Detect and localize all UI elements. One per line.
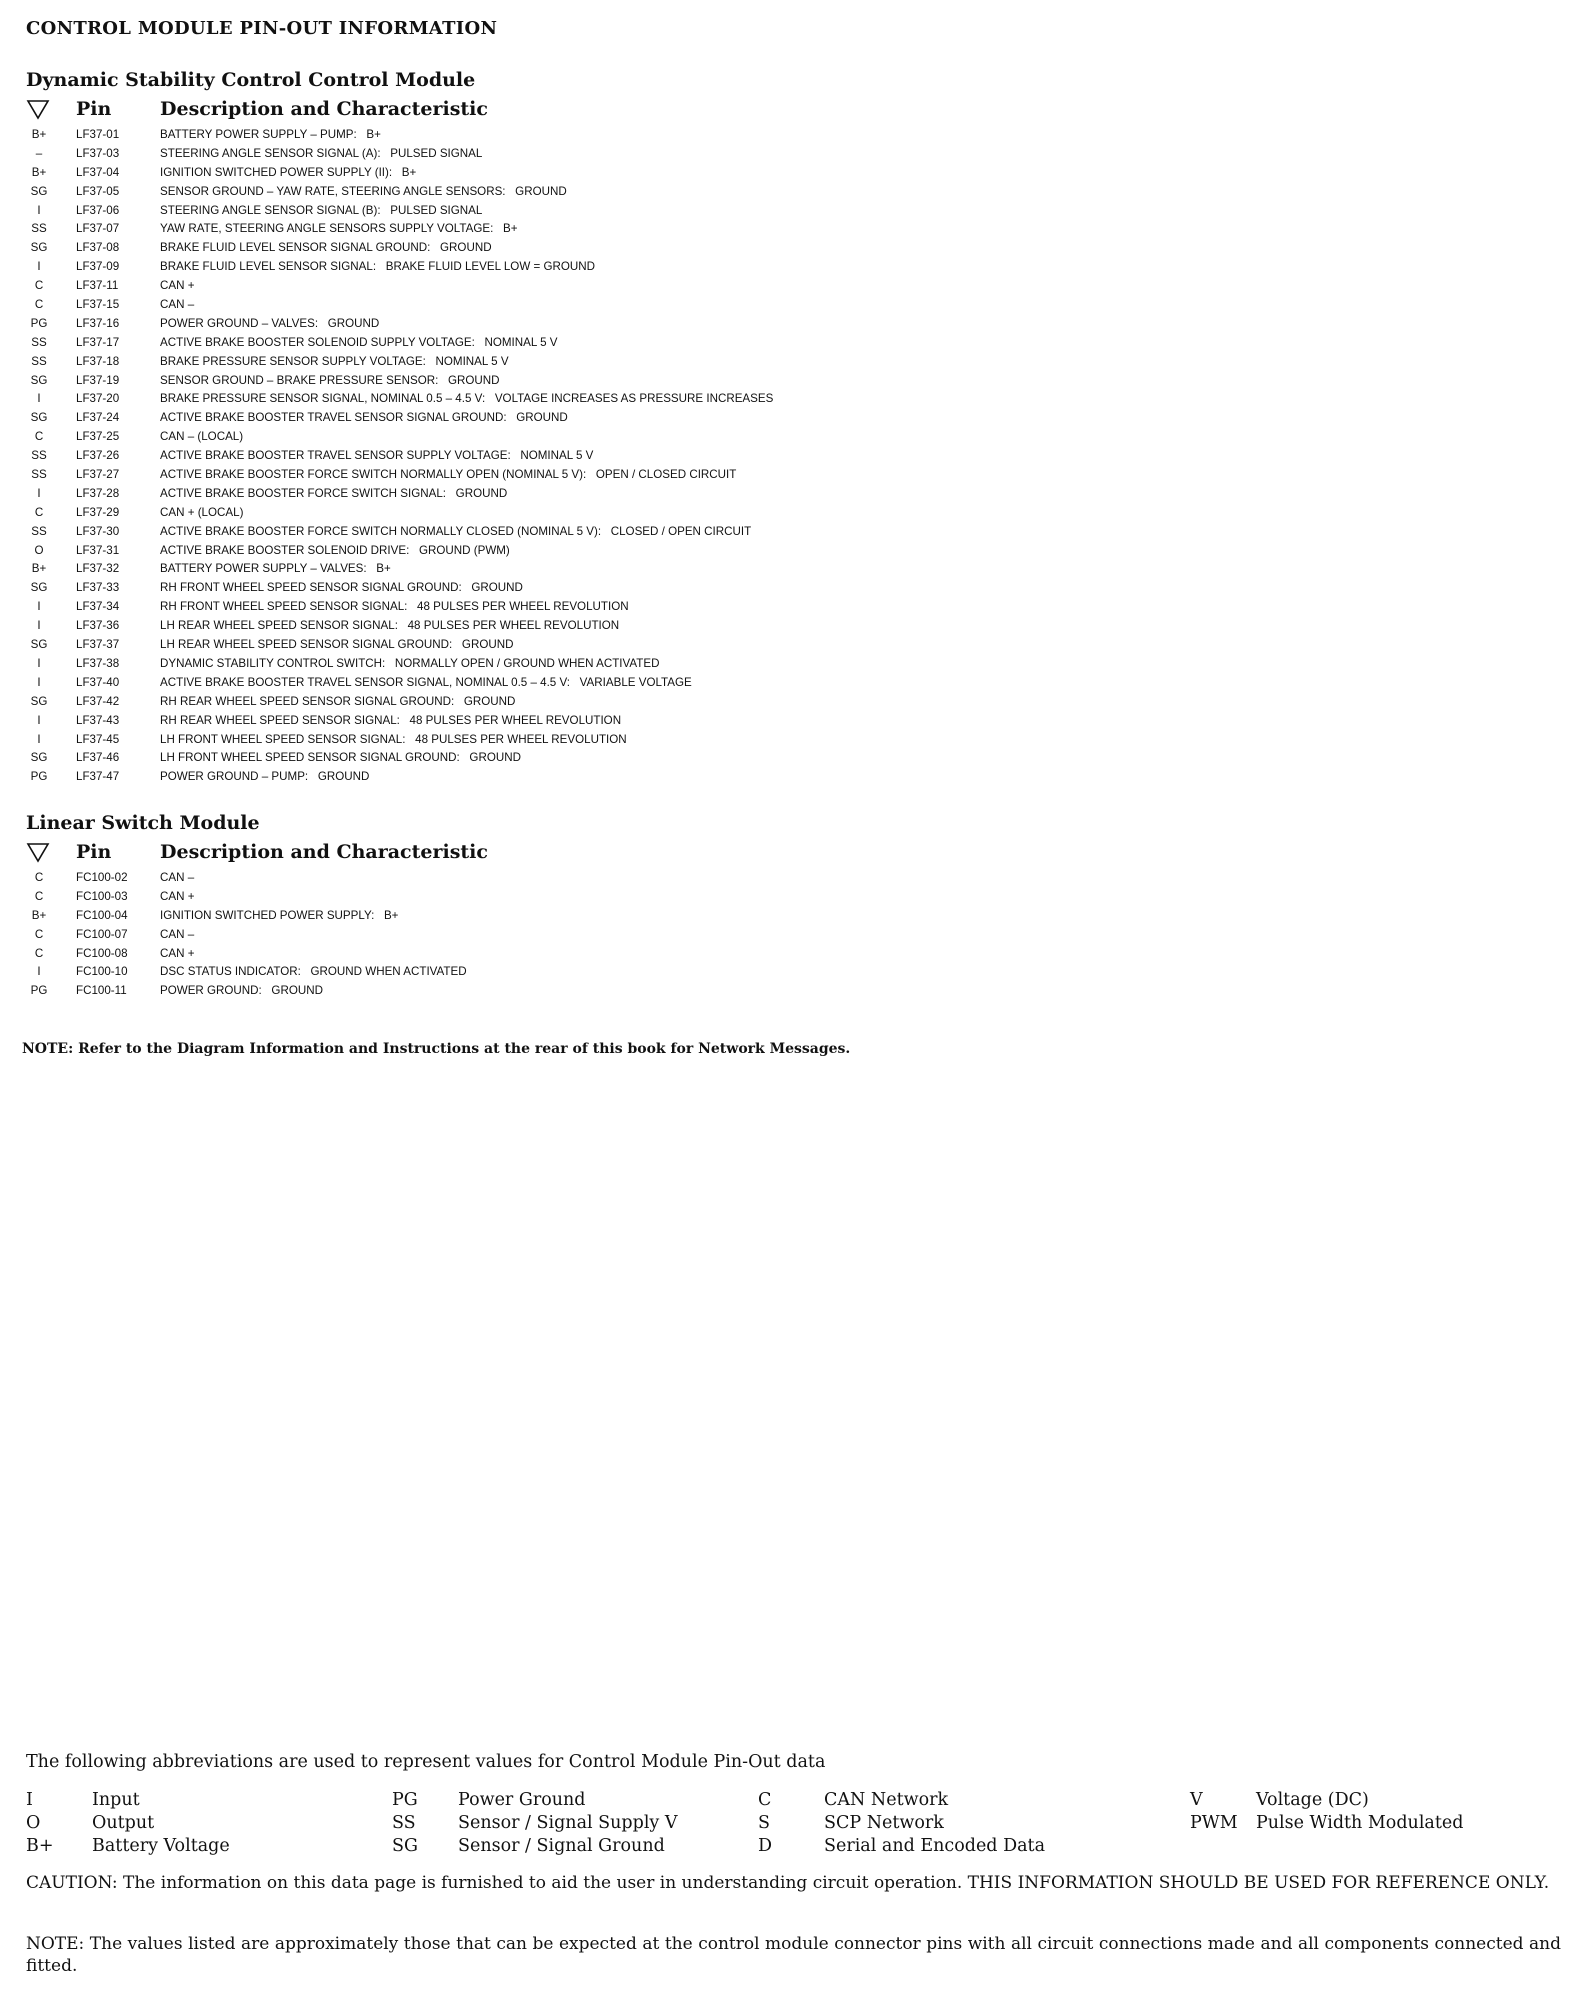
table-row: [26, 617, 1026, 636]
pin-id: LF37-29: [76, 505, 120, 519]
table-row: [26, 372, 1026, 391]
table-row: [26, 598, 1026, 617]
table-row: [26, 315, 1026, 334]
table-row: [26, 674, 1026, 693]
pin-description: ACTIVE BRAKE BOOSTER FORCE SWITCH SIGNAL: GROUND: [160, 486, 508, 500]
pin-description: POWER GROUND – PUMP: GROUND: [160, 770, 370, 784]
pin-description: SENSOR GROUND – BRAKE PRESSURE SENSOR: GROUND: [160, 373, 500, 387]
pin-type: I: [37, 619, 41, 633]
pin-type: C: [34, 279, 44, 293]
abbr-item: V Voltage (DC): [1190, 1790, 1369, 1810]
pin-description: ACTIVE BRAKE BOOSTER SOLENOID SUPPLY VOLTAGE: NOMINAL 5 V: [160, 335, 558, 349]
values-note: NOTE: The values listed are approximately those that can be expected at the control module connector pins with all circuit connections made and all components connected and fitted.: [26, 1934, 1561, 1976]
pin-type: C: [34, 505, 44, 519]
pin-id: LF37-42: [76, 694, 120, 708]
pin-description: LH FRONT WHEEL SPEED SENSOR SIGNAL GROUND: GROUND: [160, 751, 521, 765]
pin-table-linear-switch: [26, 869, 1026, 1001]
pin-description: CAN +: [160, 279, 195, 293]
table-row: [26, 239, 1026, 258]
pin-id: LF37-03: [76, 146, 120, 160]
pin-type: I: [37, 713, 41, 727]
pin-type: PG: [30, 770, 48, 784]
pin-description: ACTIVE BRAKE BOOSTER FORCE SWITCH NORMALLY OPEN (NOMINAL 5 V): OPEN / CLOSED CIRCUIT: [160, 468, 737, 482]
pin-description: BRAKE PRESSURE SENSOR SIGNAL, NOMINAL 0.5 – 4.5 V: VOLTAGE INCREASES AS PRESSURE INCREASES: [160, 392, 774, 406]
triangle-down-icon: [26, 841, 50, 863]
pin-description: IGNITION SWITCHED POWER SUPPLY: B+: [160, 908, 399, 922]
table-row: [26, 888, 1026, 907]
column-pin-label: Pin: [76, 841, 112, 863]
table-row: [26, 731, 1026, 750]
pin-description: DSC STATUS INDICATOR: GROUND WHEN ACTIVATED: [160, 965, 467, 979]
abbr-item: PWM Pulse Width Modulated: [1190, 1813, 1464, 1833]
pin-type: SG: [30, 184, 48, 198]
table-row: [26, 183, 1026, 202]
pin-id: LF37-43: [76, 713, 120, 727]
table-row: [26, 390, 1026, 409]
pin-id: FC100-03: [76, 889, 128, 903]
pin-description: BRAKE FLUID LEVEL SENSOR SIGNAL GROUND: GROUND: [160, 241, 492, 255]
pin-description: CAN –: [160, 927, 195, 941]
abbr-item: PG Power Ground: [392, 1790, 586, 1810]
pin-id: LF37-45: [76, 732, 120, 746]
pin-id: LF37-25: [76, 430, 120, 444]
pin-type: SS: [31, 354, 47, 368]
pin-id: LF37-31: [76, 543, 120, 557]
caution-text: CAUTION: The information on this data page is furnished to aid the user in understanding circuit operation. THIS INFORMATION SHOULD BE USED FOR REFERENCE ONLY.: [26, 1873, 1550, 1893]
pin-type: SS: [31, 335, 47, 349]
table-row: [26, 560, 1026, 579]
abbr-item: D Serial and Encoded Data: [758, 1836, 1046, 1856]
pin-type: C: [34, 889, 44, 903]
pin-id: LF37-01: [76, 128, 120, 141]
pin-description: CAN – (LOCAL): [160, 430, 244, 444]
pin-description: DYNAMIC STABILITY CONTROL SWITCH: NORMALLY OPEN / GROUND WHEN ACTIVATED: [160, 656, 660, 670]
column-desc-label: Description and Characteristic: [160, 841, 488, 863]
pin-type: I: [37, 656, 41, 670]
pin-type: I: [37, 600, 41, 614]
pin-type: SG: [30, 751, 48, 765]
pin-id: LF37-34: [76, 600, 120, 614]
module-title-dsc: Dynamic Stability Control Control Module: [26, 69, 476, 91]
pin-description: RH REAR WHEEL SPEED SENSOR SIGNAL GROUND: GROUND: [160, 694, 516, 708]
pin-id: LF37-08: [76, 241, 120, 255]
pin-id: LF37-26: [76, 449, 120, 463]
table-row: [26, 655, 1026, 674]
pin-description: POWER GROUND – VALVES: GROUND: [160, 316, 380, 330]
pin-description: ACTIVE BRAKE BOOSTER TRAVEL SENSOR SUPPLY VOLTAGE: NOMINAL 5 V: [160, 449, 594, 463]
pin-description: IGNITION SWITCHED POWER SUPPLY (II): B+: [160, 165, 417, 179]
table-row: [26, 869, 1026, 888]
abbr-item: SG Sensor / Signal Ground: [392, 1836, 665, 1856]
pin-id: LF37-07: [76, 222, 120, 236]
pin-id: LF37-40: [76, 675, 120, 689]
table-row: [26, 428, 1026, 447]
pin-description: LH REAR WHEEL SPEED SENSOR SIGNAL: 48 PULSES PER WHEEL REVOLUTION: [160, 619, 620, 633]
pin-type: I: [37, 965, 41, 979]
pin-type: PG: [30, 316, 48, 330]
table-row: [26, 145, 1026, 164]
pin-type: B+: [31, 165, 47, 179]
pin-id: LF37-11: [76, 279, 119, 293]
pin-type: –: [35, 146, 43, 160]
abbr-item: S SCP Network: [758, 1813, 944, 1833]
pin-type: C: [34, 298, 44, 312]
pin-type: I: [37, 203, 41, 217]
pin-id: LF37-47: [76, 770, 120, 784]
pin-description: STEERING ANGLE SENSOR SIGNAL (B): PULSED SIGNAL: [160, 203, 483, 217]
pin-description: RH REAR WHEEL SPEED SENSOR SIGNAL: 48 PULSES PER WHEEL REVOLUTION: [160, 713, 622, 727]
pin-id: LF37-28: [76, 486, 120, 500]
pin-type: SG: [30, 241, 48, 255]
pin-type: C: [34, 430, 44, 444]
table-row: [26, 636, 1026, 655]
table-row: [26, 963, 1026, 982]
table-row: [26, 982, 1026, 1001]
abbr-item: B+ Battery Voltage: [26, 1836, 230, 1856]
pin-description: STEERING ANGLE SENSOR SIGNAL (A): PULSED SIGNAL: [160, 146, 483, 160]
triangle-down-icon: [26, 98, 50, 120]
table-row: [26, 296, 1026, 315]
table-row: [26, 768, 1026, 787]
pin-description: RH FRONT WHEEL SPEED SENSOR SIGNAL GROUND: GROUND: [160, 581, 523, 595]
column-desc-label: Description and Characteristic: [160, 98, 488, 120]
abbr-item: C CAN Network: [758, 1790, 949, 1810]
pin-id: LF37-38: [76, 656, 120, 670]
pin-id: LF37-27: [76, 468, 120, 482]
pin-id: FC100-04: [76, 908, 128, 922]
pin-id: LF37-20: [76, 392, 120, 406]
table-row: [26, 926, 1026, 945]
pin-type: SS: [31, 449, 47, 463]
table-row: [26, 579, 1026, 598]
network-note: NOTE: Refer to the Diagram Information and Instructions at the rear of this book for Network Messages.: [22, 1041, 851, 1057]
pin-description: CAN +: [160, 946, 195, 960]
pin-type: C: [34, 927, 44, 941]
pin-id: LF37-06: [76, 203, 120, 217]
pin-type: SG: [30, 411, 48, 425]
pin-type: I: [37, 732, 41, 746]
table-row: [26, 712, 1026, 731]
pin-description: RH FRONT WHEEL SPEED SENSOR SIGNAL: 48 PULSES PER WHEEL REVOLUTION: [160, 600, 629, 614]
pin-id: LF37-15: [76, 298, 120, 312]
pin-id: FC100-02: [76, 871, 128, 884]
pin-id: FC100-08: [76, 946, 128, 960]
pin-type: I: [37, 486, 41, 500]
pin-id: LF37-37: [76, 638, 120, 652]
table-row: [26, 945, 1026, 964]
pin-type: I: [37, 260, 41, 274]
table-row: [26, 693, 1026, 712]
pin-description: BRAKE FLUID LEVEL SENSOR SIGNAL: BRAKE FLUID LEVEL LOW = GROUND: [160, 260, 595, 274]
pin-type: SG: [30, 581, 48, 595]
table-row: [26, 485, 1026, 504]
page-title: CONTROL MODULE PIN-OUT INFORMATION: [26, 18, 498, 39]
pin-type: I: [37, 675, 41, 689]
pin-id: LF37-46: [76, 751, 120, 765]
pin-description: LH FRONT WHEEL SPEED SENSOR SIGNAL: 48 PULSES PER WHEEL REVOLUTION: [160, 732, 627, 746]
pin-description: CAN + (LOCAL): [160, 505, 244, 519]
pin-id: LF37-17: [76, 335, 120, 349]
pin-type: C: [34, 946, 44, 960]
pin-description: CAN +: [160, 889, 195, 903]
table-row: [26, 907, 1026, 926]
pin-description: POWER GROUND: GROUND: [160, 984, 323, 998]
pin-type: SS: [31, 222, 47, 236]
pin-description: ACTIVE BRAKE BOOSTER TRAVEL SENSOR SIGNAL, NOMINAL 0.5 – 4.5 V: VARIABLE VOLTAGE: [160, 675, 692, 689]
pin-id: LF37-24: [76, 411, 120, 425]
table-row: [26, 164, 1026, 183]
column-header-dsc: [26, 98, 626, 124]
pin-table-dsc: [26, 126, 1026, 787]
pin-type: I: [37, 392, 41, 406]
pin-type: SS: [31, 468, 47, 482]
pin-id: LF37-30: [76, 524, 120, 538]
column-header-linear-switch: [26, 841, 626, 867]
pin-description: ACTIVE BRAKE BOOSTER FORCE SWITCH NORMALLY CLOSED (NOMINAL 5 V): CLOSED / OPEN CIRCUIT: [160, 524, 752, 538]
pin-id: FC100-07: [76, 927, 128, 941]
pin-description: BRAKE PRESSURE SENSOR SUPPLY VOLTAGE: NOMINAL 5 V: [160, 354, 509, 368]
column-pin-label: Pin: [76, 98, 112, 120]
pin-type: B+: [31, 908, 47, 922]
pin-description: CAN –: [160, 871, 195, 884]
pin-id: LF37-19: [76, 373, 120, 387]
pin-description: ACTIVE BRAKE BOOSTER SOLENOID DRIVE: GROUND (PWM): [160, 543, 510, 557]
pin-id: LF37-33: [76, 581, 120, 595]
pin-type: B+: [31, 128, 47, 141]
pin-description: SENSOR GROUND – YAW RATE, STEERING ANGLE SENSORS: GROUND: [160, 184, 567, 198]
abbr-item: SS Sensor / Signal Supply V: [392, 1813, 678, 1833]
table-row: [26, 126, 1026, 145]
table-row: [26, 523, 1026, 542]
pin-id: FC100-11: [76, 984, 127, 998]
pin-description: CAN –: [160, 298, 195, 312]
pin-description: BATTERY POWER SUPPLY – VALVES: B+: [160, 562, 391, 576]
table-row: [26, 447, 1026, 466]
pin-id: LF37-04: [76, 165, 120, 179]
pin-type: SG: [30, 638, 48, 652]
pin-type: PG: [30, 984, 48, 998]
pin-type: SG: [30, 694, 48, 708]
pin-id: LF37-36: [76, 619, 120, 633]
pin-description: YAW RATE, STEERING ANGLE SENSORS SUPPLY VOLTAGE: B+: [160, 222, 518, 236]
pin-type: SS: [31, 524, 47, 538]
table-row: [26, 202, 1026, 221]
pin-type: C: [34, 871, 44, 884]
module-title-linear-switch: Linear Switch Module: [26, 812, 260, 834]
pin-description: ACTIVE BRAKE BOOSTER TRAVEL SENSOR SIGNAL GROUND: GROUND: [160, 411, 568, 425]
table-row: [26, 258, 1026, 277]
pin-description: LH REAR WHEEL SPEED SENSOR SIGNAL GROUND: GROUND: [160, 638, 514, 652]
table-row: [26, 409, 1026, 428]
pin-id: LF37-05: [76, 184, 120, 198]
pin-id: LF37-09: [76, 260, 120, 274]
abbr-item: I Input: [26, 1790, 140, 1810]
pin-type: B+: [31, 562, 47, 576]
table-row: [26, 220, 1026, 239]
abbr-item: O Output: [26, 1813, 155, 1833]
pin-type: SG: [30, 373, 48, 387]
table-row: [26, 504, 1026, 523]
table-row: [26, 353, 1026, 372]
pin-id: LF37-32: [76, 562, 120, 576]
pin-description: BATTERY POWER SUPPLY – PUMP: B+: [160, 128, 381, 141]
pin-type: O: [34, 543, 44, 557]
table-row: [26, 542, 1026, 561]
table-row: [26, 466, 1026, 485]
abbreviations-intro: The following abbreviations are used to represent values for Control Module Pin-Out data: [26, 1752, 826, 1772]
table-row: [26, 277, 1026, 296]
table-row: [26, 334, 1026, 353]
table-row: [26, 749, 1026, 768]
pin-id: LF37-18: [76, 354, 120, 368]
pin-id: LF37-16: [76, 316, 120, 330]
pin-id: FC100-10: [76, 965, 128, 979]
